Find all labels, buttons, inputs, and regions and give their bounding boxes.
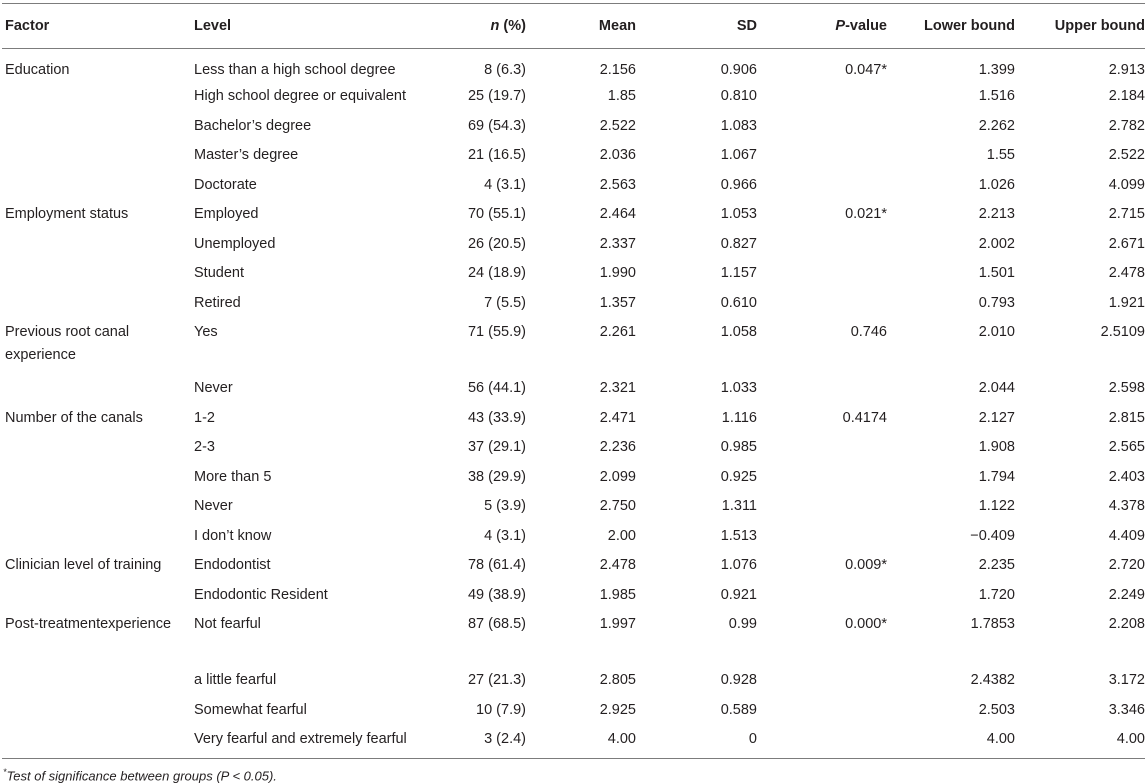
- cell-n-percent: 56 (44.1): [467, 380, 526, 396]
- cell-lower-bound: 1.501: [978, 265, 1015, 281]
- cell-level: a little fearful: [194, 672, 277, 688]
- cell-lower-bound: 4.00: [986, 731, 1015, 747]
- cell-sd: 0.906: [720, 62, 757, 78]
- cell-upper-bound: 2.478: [1108, 265, 1145, 281]
- cell-n-percent: 4 (3.1): [484, 527, 526, 544]
- header-mean: Mean: [598, 18, 636, 34]
- table-row: [2, 259, 1145, 289]
- cell-lower-bound: 1.794: [978, 468, 1015, 485]
- header-lower-bound: Lower bound: [923, 18, 1015, 34]
- cell-sd: 0.99: [728, 616, 757, 632]
- header-factor: Factor: [5, 18, 50, 34]
- cell-n-percent: 70 (55.1): [467, 206, 526, 222]
- table-row: [2, 666, 1145, 696]
- results-table: [2, 3, 1145, 759]
- cell-sd: 0: [748, 731, 757, 747]
- cell-p-value: 0.4174: [842, 409, 887, 426]
- cell-p-value: [757, 374, 887, 404]
- table-row: [2, 696, 1145, 726]
- cell-factor: [2, 141, 188, 171]
- cell-lower-bound: 2.044: [978, 380, 1015, 396]
- cell-upper-bound: 2.565: [1108, 439, 1145, 455]
- cell-mean: 2.925: [599, 701, 636, 718]
- cell-factor: [2, 171, 188, 201]
- cell-upper-bound: 2.403: [1108, 468, 1145, 485]
- cell-mean: 2.750: [599, 498, 636, 514]
- cell-n-percent: 24 (18.9): [467, 265, 526, 281]
- cell-mean: 2.236: [599, 439, 636, 455]
- header-level: Level: [194, 18, 232, 34]
- cell-mean: 2.563: [599, 176, 636, 193]
- cell-upper-bound: 2.913: [1108, 62, 1145, 78]
- cell-upper-bound: 2.184: [1108, 88, 1145, 104]
- table-row: [2, 581, 1145, 611]
- cell-sd: 0.985: [720, 439, 757, 455]
- cell-mean: 2.099: [599, 468, 636, 485]
- cell-upper-bound: 4.00: [1116, 731, 1145, 747]
- cell-n-percent: 26 (20.5): [467, 235, 526, 252]
- cell-level: Employed: [194, 206, 259, 222]
- cell-factor: [2, 522, 188, 552]
- cell-mean: 1.997: [599, 616, 636, 632]
- cell-sd: 1.311: [721, 498, 757, 514]
- cell-mean: 2.464: [599, 206, 636, 222]
- cell-p-value: 0.746: [850, 324, 887, 340]
- cell-p-value: [757, 581, 887, 611]
- cell-p-value: 0.021*: [845, 206, 887, 222]
- cell-level: Doctorate: [194, 176, 257, 193]
- table-row: [2, 725, 1145, 758]
- cell-upper-bound: 2.720: [1108, 557, 1145, 573]
- cell-upper-bound: 2.671: [1108, 235, 1145, 252]
- cell-n-percent: 25 (19.7): [467, 88, 526, 104]
- cell-level: Yes: [194, 324, 218, 340]
- cell-upper-bound: 2.815: [1108, 409, 1145, 426]
- header-n-percent: n (%): [490, 18, 526, 34]
- cell-factor: Post-treatmentexperience: [5, 616, 172, 632]
- cell-level: Less than a high school degree: [194, 62, 396, 78]
- cell-lower-bound: 1.399: [978, 62, 1015, 78]
- cell-upper-bound: 3.172: [1108, 672, 1145, 688]
- cell-upper-bound: 3.346: [1108, 701, 1145, 718]
- cell-upper-bound: 2.715: [1108, 206, 1145, 222]
- cell-level: High school degree or equivalent: [194, 88, 406, 104]
- cell-p-value: [757, 112, 887, 142]
- table-row: [2, 49, 1145, 83]
- table-footnote: [0, 767, 1147, 783]
- cell-lower-bound: 2.010: [978, 324, 1015, 340]
- cell-mean: 2.337: [599, 235, 636, 252]
- table-row: [2, 289, 1145, 319]
- cell-upper-bound: 2.522: [1108, 147, 1145, 163]
- cell-p-value: [757, 492, 887, 522]
- cell-sd: 0.921: [720, 586, 757, 603]
- cell-factor: [2, 230, 188, 260]
- cell-upper-bound: 1.921: [1108, 294, 1145, 311]
- cell-factor: Number of the canals: [5, 409, 143, 426]
- cell-mean: 1.357: [599, 294, 636, 311]
- cell-p-value: [757, 463, 887, 493]
- cell-sd: 1.083: [720, 117, 757, 134]
- cell-lower-bound: 2.213: [978, 206, 1015, 222]
- cell-n-percent: 21 (16.5): [467, 147, 526, 163]
- cell-level: Not fearful: [194, 616, 261, 632]
- table-row: [2, 463, 1145, 493]
- cell-level: Somewhat fearful: [194, 701, 307, 718]
- cell-p-value: [757, 696, 887, 726]
- cell-n-percent: 49 (38.9): [467, 586, 526, 603]
- cell-lower-bound: 1.516: [978, 88, 1015, 104]
- cell-upper-bound: 2.5109: [1100, 324, 1145, 340]
- cell-level: Master’s degree: [194, 147, 299, 163]
- cell-sd: 1.116: [721, 409, 757, 426]
- cell-n-percent: 43 (33.9): [467, 409, 526, 426]
- cell-p-value: [757, 171, 887, 201]
- cell-sd: 1.058: [720, 324, 757, 340]
- cell-mean: 1.85: [607, 88, 636, 104]
- cell-level: Never: [194, 498, 233, 514]
- table-row: [2, 522, 1145, 552]
- header-p-value: P-value: [835, 18, 887, 34]
- cell-factor: Employment status: [5, 206, 129, 222]
- cell-p-value: [757, 141, 887, 171]
- cell-mean: 2.471: [599, 409, 636, 426]
- cell-p-value: 0.009*: [845, 557, 887, 573]
- table-header: [2, 4, 1145, 49]
- cell-upper-bound: 4.099: [1108, 176, 1145, 193]
- cell-lower-bound: 2.503: [978, 701, 1015, 718]
- cell-factor: [2, 581, 188, 611]
- cell-mean: 2.156: [599, 62, 636, 78]
- cell-p-value: [757, 230, 887, 260]
- cell-n-percent: 5 (3.9): [484, 498, 526, 514]
- cell-factor: [2, 82, 188, 112]
- cell-sd: 0.966: [720, 176, 757, 193]
- cell-p-value: [757, 522, 887, 552]
- cell-level: 1-2: [194, 409, 215, 426]
- cell-sd: 1.513: [720, 527, 757, 544]
- cell-level: Retired: [194, 294, 241, 311]
- cell-factor: [2, 433, 188, 463]
- cell-mean: 2.522: [599, 117, 636, 134]
- table-figure: [0, 3, 1147, 783]
- cell-factor: Education: [5, 62, 70, 78]
- cell-n-percent: 3 (2.4): [484, 731, 526, 747]
- table-row: [2, 171, 1145, 201]
- cell-sd: 1.076: [720, 557, 757, 573]
- cell-lower-bound: 2.4382: [970, 672, 1015, 688]
- cell-factor: [2, 463, 188, 493]
- cell-n-percent: 4 (3.1): [484, 176, 526, 193]
- cell-sd: 1.033: [720, 380, 757, 396]
- cell-p-value: 0.000*: [845, 616, 887, 632]
- cell-p-value: [757, 433, 887, 463]
- cell-level: Never: [194, 380, 233, 396]
- table-row: [2, 551, 1145, 581]
- table-row: [2, 141, 1145, 171]
- table-row: [2, 433, 1145, 463]
- table-body: [2, 49, 1145, 759]
- cell-sd: 0.925: [720, 468, 757, 485]
- cell-mean: 2.036: [599, 147, 636, 163]
- cell-level: Student: [194, 265, 244, 281]
- table-row: [2, 492, 1145, 522]
- cell-n-percent: 69 (54.3): [467, 117, 526, 134]
- cell-sd: 1.053: [720, 206, 757, 222]
- cell-level: Bachelor’s degree: [194, 117, 312, 134]
- cell-upper-bound: 2.208: [1108, 616, 1145, 632]
- table-row: [2, 112, 1145, 142]
- cell-level: 2-3: [194, 439, 215, 455]
- cell-factor: Clinician level of training: [5, 557, 162, 573]
- cell-sd: 0.589: [720, 701, 757, 718]
- cell-p-value: [757, 666, 887, 696]
- cell-n-percent: 10 (7.9): [476, 701, 526, 718]
- cell-upper-bound: 2.249: [1108, 586, 1145, 603]
- table-row: [2, 404, 1145, 434]
- cell-n-percent: 8 (6.3): [484, 62, 526, 78]
- cell-sd: 1.157: [720, 265, 757, 281]
- cell-level: I don’t know: [194, 527, 272, 544]
- cell-level: More than 5: [194, 468, 272, 485]
- cell-n-percent: 71 (55.9): [467, 324, 526, 340]
- table-row: [2, 610, 1145, 666]
- cell-p-value: [757, 725, 887, 758]
- cell-sd: 0.928: [720, 672, 757, 688]
- footnote-text: Test of significance between groups (P < 0.05).: [6, 767, 277, 783]
- cell-mean: 4.00: [607, 731, 636, 747]
- cell-factor: [2, 666, 188, 696]
- cell-factor: [2, 725, 188, 758]
- cell-factor: [2, 374, 188, 404]
- cell-lower-bound: 1.122: [978, 498, 1015, 514]
- cell-lower-bound: 1.55: [986, 147, 1015, 163]
- cell-sd: 0.810: [720, 88, 757, 104]
- table-row: [2, 200, 1145, 230]
- cell-mean: 2.478: [599, 557, 636, 573]
- cell-p-value: [757, 82, 887, 112]
- cell-n-percent: 78 (61.4): [467, 557, 526, 573]
- cell-level: Unemployed: [194, 235, 276, 252]
- cell-p-value: [757, 259, 887, 289]
- cell-p-value: 0.047*: [845, 62, 887, 78]
- cell-upper-bound: 4.378: [1108, 498, 1145, 514]
- cell-n-percent: 87 (68.5): [467, 616, 526, 632]
- cell-p-value: [757, 289, 887, 319]
- cell-lower-bound: 1.720: [978, 586, 1015, 603]
- cell-n-percent: 7 (5.5): [484, 294, 526, 311]
- cell-factor: [2, 696, 188, 726]
- cell-sd: 1.067: [720, 147, 757, 163]
- cell-n-percent: 38 (29.9): [467, 468, 526, 485]
- cell-mean: 2.321: [599, 380, 636, 396]
- cell-factor: Previous root canal experience: [5, 324, 130, 363]
- cell-mean: 1.990: [599, 265, 636, 281]
- cell-lower-bound: 1.908: [978, 439, 1015, 455]
- cell-sd: 0.827: [720, 235, 757, 252]
- cell-mean: 2.00: [607, 527, 636, 544]
- cell-n-percent: 37 (29.1): [467, 439, 526, 455]
- cell-lower-bound: 2.235: [978, 557, 1015, 573]
- cell-lower-bound: 2.262: [978, 117, 1015, 134]
- header-sd: SD: [736, 18, 757, 34]
- table-row: [2, 82, 1145, 112]
- cell-lower-bound: 2.127: [978, 409, 1015, 426]
- cell-lower-bound: −0.409: [970, 527, 1015, 544]
- cell-upper-bound: 4.409: [1108, 527, 1145, 544]
- table-row: [2, 374, 1145, 404]
- cell-upper-bound: 2.782: [1108, 117, 1145, 134]
- footnote-marker: *: [3, 766, 7, 777]
- cell-sd: 0.610: [720, 294, 757, 311]
- cell-lower-bound: 1.7853: [970, 616, 1015, 632]
- cell-level: Very fearful and extremely fearful: [194, 731, 407, 747]
- cell-upper-bound: 2.598: [1108, 380, 1145, 396]
- cell-factor: [2, 259, 188, 289]
- cell-lower-bound: 0.793: [978, 294, 1015, 311]
- header-upper-bound: Upper bound: [1054, 18, 1145, 34]
- table-row: [2, 230, 1145, 260]
- cell-level: Endodontic Resident: [194, 586, 328, 603]
- cell-level: Endodontist: [194, 557, 271, 573]
- cell-factor: [2, 492, 188, 522]
- cell-lower-bound: 1.026: [978, 176, 1015, 193]
- cell-lower-bound: 2.002: [978, 235, 1015, 252]
- cell-mean: 2.805: [599, 672, 636, 688]
- table-row: [2, 318, 1145, 374]
- cell-mean: 1.985: [599, 586, 636, 603]
- cell-n-percent: 27 (21.3): [467, 672, 526, 688]
- cell-mean: 2.261: [599, 324, 636, 340]
- cell-factor: [2, 289, 188, 319]
- cell-factor: [2, 112, 188, 142]
